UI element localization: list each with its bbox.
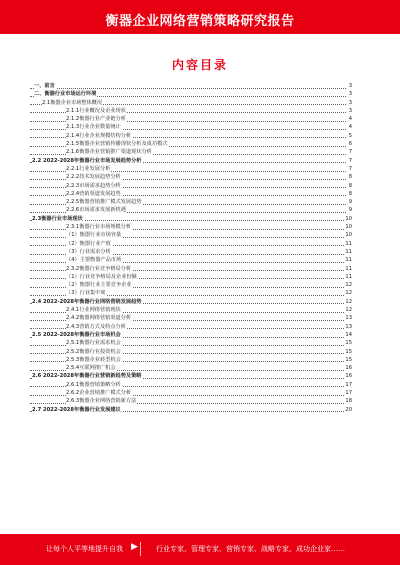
- toc-entry-label: 2.1.2衡器行业产业链分析: [66, 116, 126, 123]
- toc-entry[interactable]: [30, 372, 352, 380]
- toc-entry[interactable]: [30, 140, 352, 148]
- toc-entry[interactable]: [30, 132, 352, 140]
- header-bar: [0, 0, 400, 34]
- toc-entry-page: 8: [348, 190, 352, 197]
- toc-entry-label: 2.2.4营销渠道发展趋势: [66, 190, 121, 197]
- toc-entry[interactable]: [30, 406, 352, 414]
- toc-title: 内容目录: [171, 58, 228, 72]
- toc-entry-label: 2.1.4行业企业规模结构分析: [66, 132, 132, 139]
- toc-entry-label: （2）衡器行业主要竞争企业: [66, 282, 132, 289]
- toc-entry-page: 8: [348, 182, 352, 189]
- toc-entry-label: 2.2.1行业发展分析: [66, 165, 111, 172]
- toc-entry-page: 11: [345, 273, 352, 280]
- toc-entry[interactable]: [30, 331, 352, 339]
- toc-entry-page: 15: [345, 340, 352, 347]
- toc-entry-page: 10: [345, 232, 352, 239]
- toc-entry[interactable]: [30, 348, 352, 356]
- toc-entry-page: 7: [348, 149, 352, 156]
- toc-entry[interactable]: [30, 223, 352, 231]
- toc-entry[interactable]: [30, 115, 352, 123]
- toc-entry-page: 11: [345, 265, 352, 272]
- arrow-icon: ▶: [131, 542, 138, 552]
- toc-entry-page: 12: [345, 298, 352, 305]
- toc-entry-page: 18: [345, 398, 352, 405]
- toc-entry[interactable]: [30, 99, 352, 107]
- toc-entry[interactable]: [30, 339, 352, 347]
- toc-entry[interactable]: [30, 356, 352, 364]
- toc-entry-label: 2.6.2企业营销推广模式分析: [66, 389, 132, 396]
- toc-entry-page: 5: [348, 132, 352, 139]
- toc-entry[interactable]: [30, 389, 352, 397]
- toc-entry-page: 3: [348, 91, 352, 98]
- toc-entry-label: （2）衡器行业产值: [66, 240, 111, 247]
- toc-entry-page: 4: [348, 124, 352, 131]
- toc-entry-label: （4）主要衡器产品市场: [66, 257, 122, 264]
- toc-entry-page: 13: [345, 323, 352, 330]
- table-of-contents: [30, 82, 352, 414]
- toc-entry[interactable]: [30, 306, 352, 314]
- footer-slogan: 让每个人平等地提升自我: [46, 545, 123, 553]
- toc-entry-page: 9: [348, 207, 352, 214]
- toc-entry-page: 12: [345, 307, 352, 314]
- toc-entry[interactable]: [30, 82, 352, 90]
- toc-entry-page: 17: [345, 381, 352, 388]
- toc-entry-page: 14: [345, 331, 352, 338]
- toc-entry-page: 16: [345, 373, 352, 380]
- toc-entry[interactable]: [30, 256, 352, 264]
- toc-entry-page: 9: [348, 199, 352, 206]
- toc-entry[interactable]: [30, 323, 352, 331]
- toc-entry-label: 一、前言: [34, 83, 55, 89]
- toc-leader-dots: [30, 88, 346, 89]
- toc-entry-label: 2.4 2022-2028年衡器行业网络营销发展趋势: [32, 298, 142, 305]
- toc-entry[interactable]: [30, 206, 352, 214]
- toc-entry[interactable]: [30, 190, 352, 198]
- toc-entry[interactable]: [30, 231, 352, 239]
- toc-entry[interactable]: [30, 397, 352, 405]
- toc-entry-page: 17: [345, 389, 352, 396]
- toc-entry[interactable]: [30, 381, 352, 389]
- toc-entry-page: 7: [348, 165, 352, 172]
- toc-entry-label: 2.3衡器行业市场现状: [32, 215, 83, 222]
- toc-entry-label: 2.4.3营销方式及特点分析: [66, 323, 126, 330]
- toc-entry-label: 2.4.2衡器网络营销渠道分析: [66, 315, 132, 322]
- toc-entry[interactable]: [30, 123, 352, 131]
- toc-entry-label: 2.1.3行业企业数量统计: [66, 124, 121, 131]
- toc-entry[interactable]: [30, 157, 352, 165]
- toc-entry-page: 10: [345, 224, 352, 231]
- toc-entry-page: 3: [348, 107, 352, 114]
- toc-entry-label: 2.5.2衡器行业投资机会: [66, 348, 121, 355]
- toc-entry[interactable]: [30, 281, 352, 289]
- toc-entry-page: 3: [348, 99, 352, 106]
- toc-entry-page: 12: [345, 290, 352, 297]
- document-title: 衡器企业网络营销策略研究报告: [105, 14, 295, 29]
- toc-entry[interactable]: [30, 240, 352, 248]
- toc-entry-page: 13: [345, 315, 352, 322]
- toc-entry-label: 2.6 2022-2028年衡器行业营销新趋势及策略: [32, 373, 142, 380]
- toc-entry-label: 2.1.1行业概况及企业现状: [66, 107, 126, 114]
- toc-entry[interactable]: [30, 148, 352, 156]
- toc-entry-page: 11: [345, 248, 352, 255]
- toc-entry[interactable]: [30, 107, 352, 115]
- toc-entry-label: 2.6.3衡器企业网络营销新方法: [66, 398, 137, 405]
- toc-entry[interactable]: [30, 289, 352, 297]
- toc-entry-page: 11: [345, 257, 352, 264]
- toc-entry[interactable]: [30, 198, 352, 206]
- toc-entry-label: （3）行业集中度: [66, 290, 106, 297]
- toc-entry-label: 2.5 2022-2028年衡器行业市场机会: [32, 331, 121, 338]
- toc-entry-label: 2.2.2技术发展趋势分析: [66, 174, 121, 181]
- toc-entry-page: 7: [348, 157, 352, 164]
- toc-entry[interactable]: [30, 273, 352, 281]
- toc-entry-page: 10: [345, 215, 352, 222]
- toc-entry-page: 15: [345, 348, 352, 355]
- toc-entry-label: （3）行业需求分析: [66, 248, 111, 255]
- toc-entry-label: 2.5.3衡器企业转型机会: [66, 356, 121, 363]
- toc-entry-page: 3: [348, 83, 352, 89]
- toc-entry-page: 12: [345, 282, 352, 289]
- toc-entry-label: 2.2.3市场需求趋势分析: [66, 182, 121, 189]
- toc-entry[interactable]: [30, 165, 352, 173]
- toc-entry-page: 6: [348, 141, 352, 148]
- toc-entry-label: 2.4.1行业网络营销现状: [66, 307, 121, 314]
- toc-entry-label: 2.1衡器企业市场整体概况: [42, 99, 103, 106]
- footer-experts: 行业专家、管理专家、营销专家、战略专家、成功企业家……: [156, 545, 345, 553]
- toc-entry[interactable]: [30, 248, 352, 256]
- toc-entry-page: 11: [345, 240, 352, 247]
- toc-entry-label: 2.5.4互联网推广机会: [66, 365, 116, 372]
- toc-entry-label: 2.6.1衡器营销策略分析: [66, 381, 121, 388]
- toc-entry-label: 2.1.5衡器企业营销传播现状分析及成功模式: [66, 141, 168, 148]
- toc-entry-label: 2.2 2022-2028年衡器行业市场发展趋势分析: [32, 157, 142, 164]
- toc-entry[interactable]: [30, 364, 352, 372]
- toc-entry[interactable]: [30, 314, 352, 322]
- toc-entry[interactable]: [30, 182, 352, 190]
- toc-entry-label: 2.3.2衡器行业竞争格局分析: [66, 265, 132, 272]
- toc-entry-label: 2.1.6衡器企业营销推广渠道现状分析: [66, 149, 152, 156]
- toc-entry-page: 20: [345, 406, 352, 413]
- toc-entry-label: （1）衡器行业市场容量: [66, 232, 122, 239]
- toc-entry[interactable]: [30, 265, 352, 273]
- toc-entry-label: 2.2.5衡器营销推广模式发展趋势: [66, 199, 142, 206]
- toc-entry-page: 8: [348, 174, 352, 181]
- toc-entry-label: 2.3.1衡器行业市场规模分析: [66, 224, 132, 231]
- toc-entry[interactable]: [30, 173, 352, 181]
- footer-bar: [0, 534, 400, 565]
- toc-entry-label: 2.2.6市场需求发展新机遇: [66, 207, 126, 214]
- toc-entry-label: 二、衡器行业市场运行环境: [34, 91, 97, 98]
- toc-entry[interactable]: [30, 90, 352, 98]
- toc-entry-label: 2.5.1衡器行业需求机会: [66, 340, 121, 347]
- toc-entry-label: 2.7 2022-2028年衡器行业发展建议: [32, 406, 121, 413]
- toc-entry-page: 16: [345, 365, 352, 372]
- toc-entry-label: （1）行业竞争格局及企业份额: [66, 273, 137, 280]
- toc-entry[interactable]: [30, 215, 352, 223]
- toc-entry-page: 15: [345, 356, 352, 363]
- toc-entry[interactable]: [30, 298, 352, 306]
- footer-divider: [140, 542, 141, 556]
- toc-entry-page: 4: [348, 116, 352, 123]
